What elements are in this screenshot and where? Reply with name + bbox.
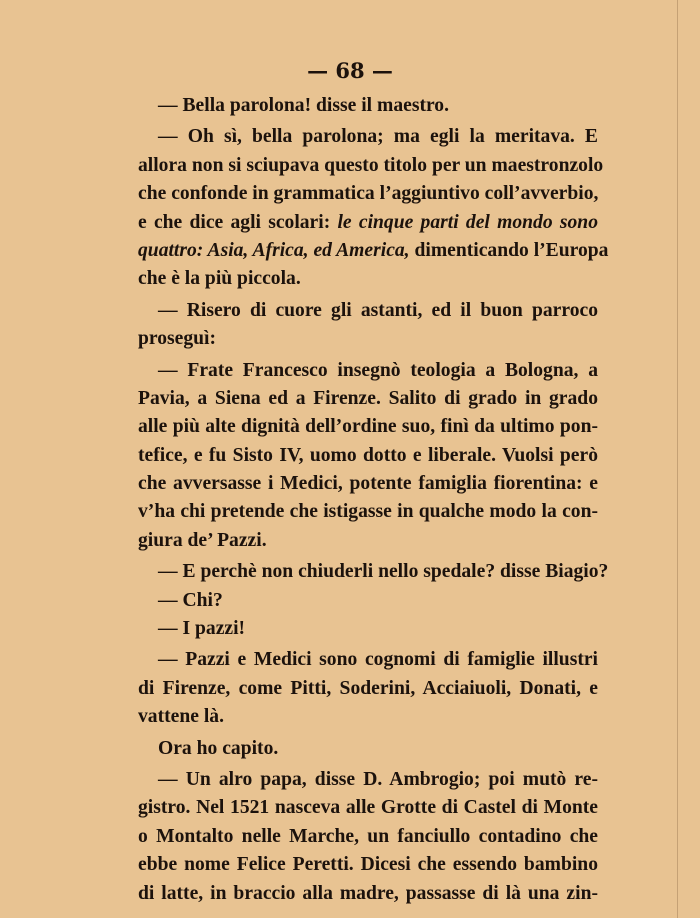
text-line-19: — I pazzi! — [158, 618, 246, 640]
text-line-24: — Un alro papa, disse D. Ambrogio; poi mutò re- — [158, 768, 598, 790]
page-edge-line — [677, 0, 678, 918]
text-line-12: alle più alte dignità dell’ordine suo, finì da ultimo pon- — [138, 416, 598, 438]
text-line-26: o Montalto nelle Marche, un fanciullo contadino che — [138, 825, 598, 847]
text-line-3: allora non si sciupava questo titolo per un maestronzolo — [138, 154, 604, 176]
text-line-27: ebbe nome Felice Peretti. Dicesi che essendo bambino — [138, 854, 598, 876]
text-line-2: — Oh sì, bella parolona; ma egli la meritava. E — [158, 126, 598, 148]
text-line-6 — [138, 237, 609, 265]
text-line-17: — E perchè non chiuderli nello spedale? disse Biagio? — [158, 561, 609, 583]
text-line-7: che è la più piccola. — [138, 268, 301, 290]
page-number: — 68 — — [307, 58, 393, 83]
text-line-18: — Chi? — [158, 589, 223, 611]
text-line-22: vattene là. — [138, 706, 224, 728]
text-line-28: di latte, in braccio alla madre, passasse di là una zin- — [138, 882, 598, 904]
text-line-6-roman: dimenticando l’Europa — [409, 239, 609, 261]
text-line-23: Ora ho capito. — [158, 737, 279, 759]
text-line-11: Pavia, a Siena ed a Firenze. Salito di grado in grado — [138, 387, 598, 409]
text-line-25: gistro. Nel 1521 nasceva alle Grotte di Castel di Monte — [138, 797, 598, 819]
text-line-6-italic: quattro: Asia, Africa, ed America, — [138, 239, 410, 261]
text-line-14: che avversasse i Medici, potente famiglia fiorentina: e — [138, 473, 598, 495]
text-line-21: di Firenze, come Pitti, Soderini, Acciaiuoli, Donati, e — [138, 677, 598, 699]
text-line-8: — Risero di cuore gli astanti, ed il buon parroco — [158, 299, 598, 321]
text-line-20: — Pazzi e Medici sono cognomi di famiglie illustri — [158, 649, 598, 671]
text-line-16: giura de’ Pazzi. — [138, 529, 267, 551]
text-line-1: — Bella parolona! disse il maestro. — [158, 95, 450, 116]
body-text — [138, 92, 609, 908]
text-line-5 — [138, 209, 598, 237]
text-line-9: proseguì: — [138, 328, 217, 350]
text-line-5-roman: e che dice agli scolari: — [138, 211, 338, 233]
text-line-15: v’ha chi pretende che istigasse in qualche modo la con- — [138, 501, 598, 523]
text-line-4: che confonde in grammatica l’aggiuntivo coll’avverbio, — [138, 183, 599, 205]
text-line-13: tefice, e fu Sisto IV, uomo dotto e liberale. Vuolsi però — [138, 444, 598, 466]
text-line-10: — Frate Francesco insegnò teologia a Bologna, a — [158, 359, 598, 381]
text-line-5-italic: le cinque parti del mondo sono — [337, 211, 598, 233]
